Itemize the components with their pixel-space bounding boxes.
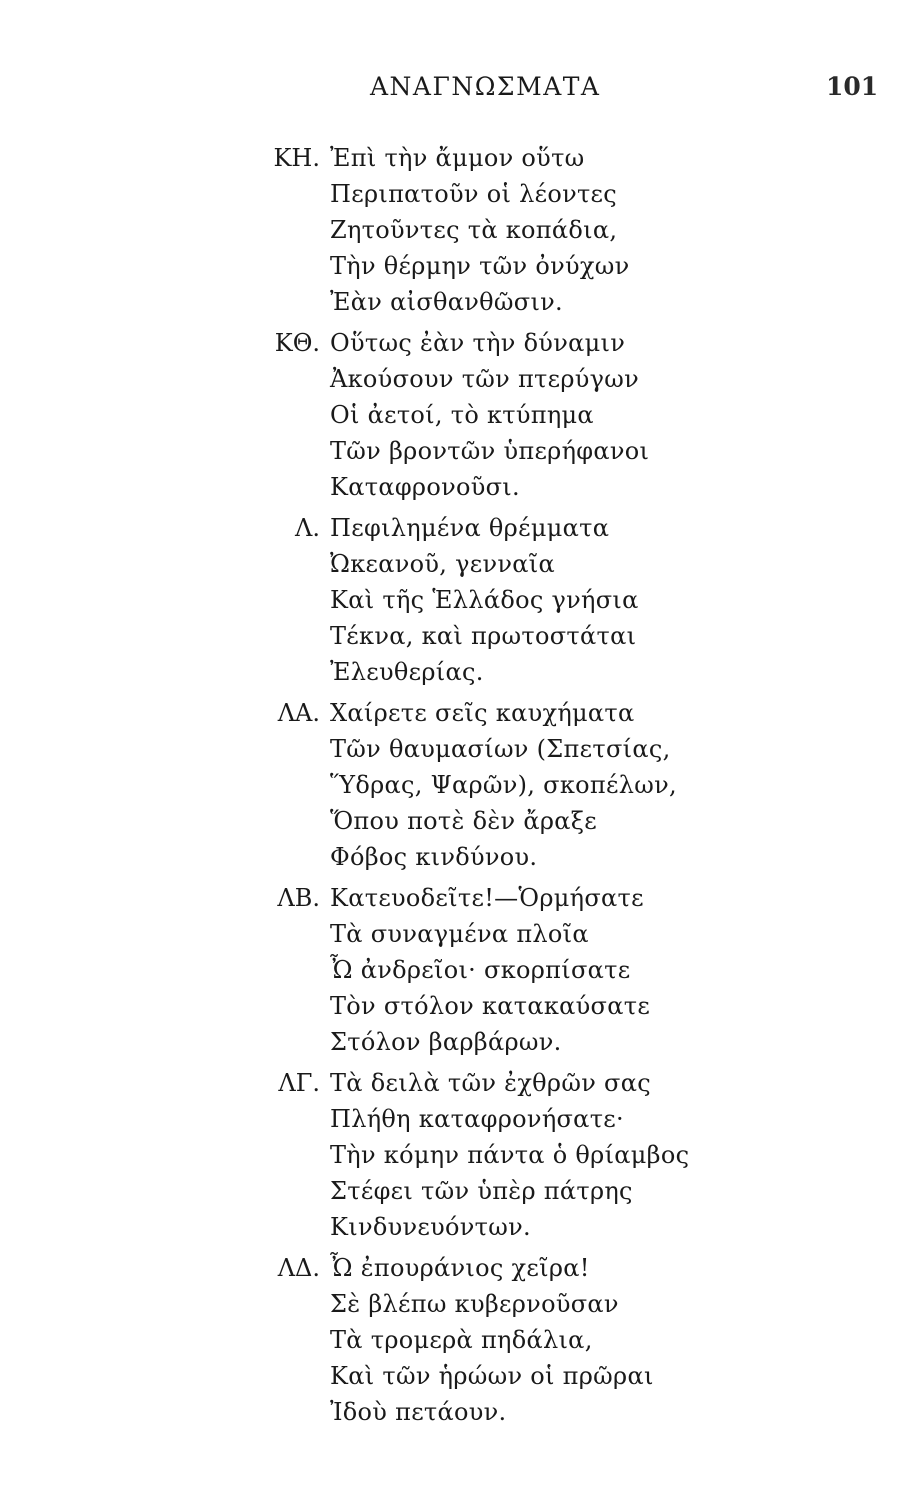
verse-line: Περιπατοῦν οἱ λέοντες — [330, 180, 618, 208]
verse-lines — [330, 510, 922, 690]
stanza — [0, 695, 922, 875]
stanza — [0, 880, 922, 1060]
verse-line: Τὰ συναγμένα πλοῖα — [330, 920, 589, 948]
verse-line: Ἐὰν αἰσθανθῶσιν. — [330, 288, 563, 316]
stanza-number: ΚΘ. — [274, 329, 320, 357]
verse-lines — [330, 880, 922, 1060]
verse-line: Στόλον βαρβάρων. — [330, 1028, 562, 1056]
verse-line: Τὴν κόμην πάντα ὁ θρίαμβος — [330, 1141, 690, 1169]
verse-line: Καὶ τῆς Ἑλλάδος γνήσια — [330, 586, 639, 614]
stanza — [0, 325, 922, 505]
verse-lines — [330, 1250, 922, 1430]
verse-line: Οὕτως ἐὰν τὴν δύναμιν — [330, 329, 626, 357]
stanza-number: ΛΑ. — [277, 699, 320, 727]
verse-lines — [330, 325, 922, 505]
verse-line: Ὠκεανοῦ, γενναῖα — [330, 550, 556, 578]
verse-line: Καταφρονοῦσι. — [330, 473, 520, 501]
poem — [0, 140, 922, 1435]
verse-line: Οἱ ἀετοί, τὸ κτύπημα — [330, 401, 594, 429]
stanza-number: ΛΒ. — [277, 884, 320, 912]
verse-line: Σὲ βλέπω κυβερνοῦσαν — [330, 1290, 619, 1318]
page-number: 101 — [826, 72, 879, 101]
verse-line: Ἐπὶ τὴν ἄμμον οὕτω — [330, 144, 585, 172]
verse-line: Τὰ τρομερὰ πηδάλια, — [330, 1326, 593, 1354]
running-head: ΑΝΑΓΝΩΣΜΑΤΑ — [370, 72, 601, 101]
stanza-number: Λ. — [295, 514, 320, 542]
stanza — [0, 140, 922, 320]
verse-line: Τὰ δειλὰ τῶν ἐχθρῶν σας — [330, 1069, 651, 1097]
stanza — [0, 1250, 922, 1430]
verse-lines — [330, 140, 922, 320]
verse-line: Τῶν βροντῶν ὑπερήφανοι — [330, 437, 650, 465]
verse-line: Πλήθη καταφρονήσατε· — [330, 1105, 624, 1133]
stanza — [0, 1065, 922, 1245]
verse-line: Τὴν θέρμην τῶν ὀνύχων — [330, 252, 630, 280]
verse-line: Ὕδρας, Ψαρῶν), σκοπέλων, — [330, 771, 677, 799]
verse-lines — [330, 1065, 922, 1245]
stanza-number: ΛΓ. — [278, 1069, 320, 1097]
verse-line: Ὦ ἐπουράνιος χεῖρα! — [330, 1254, 590, 1282]
verse-line: Στέφει τῶν ὑπὲρ πάτρης — [330, 1177, 633, 1205]
stanza — [0, 510, 922, 690]
verse-line: Τῶν θαυμασίων (Σπετσίας, — [330, 735, 671, 763]
verse-line: Χαίρετε σεῖς καυχήματα — [330, 699, 635, 727]
verse-line: Κατευοδεῖτε!—Ὁρμήσατε — [330, 884, 644, 912]
verse-line: Ἐλευθερίας. — [330, 658, 484, 686]
verse-line: Ἰδοὺ πετάουν. — [330, 1398, 507, 1426]
verse-line: Καὶ τῶν ἡρώων οἱ πρῶραι — [330, 1362, 654, 1390]
verse-line: Φόβος κινδύνου. — [330, 843, 538, 871]
stanza-number: ΛΔ. — [277, 1254, 320, 1282]
verse-line: Ὅπου ποτὲ δὲν ἄραξε — [330, 807, 598, 835]
verse-line: Ὦ ἀνδρεῖοι· σκορπίσατε — [330, 956, 631, 984]
verse-line: Τέκνα, καὶ πρωτοστάται — [330, 622, 637, 650]
verse-line: Πεφιλημένα θρέμματα — [330, 514, 610, 542]
verse-lines — [330, 695, 922, 875]
verse-line: Τὸν στόλον κατακαύσατε — [330, 992, 651, 1020]
stanza-number: ΚΗ. — [273, 144, 320, 172]
verse-line: Κινδυνευόντων. — [330, 1213, 531, 1241]
verse-line: Ζητοῦντες τὰ κοπάδια, — [330, 216, 618, 244]
verse-line: Ἀκούσουν τῶν πτερύγων — [330, 365, 640, 393]
